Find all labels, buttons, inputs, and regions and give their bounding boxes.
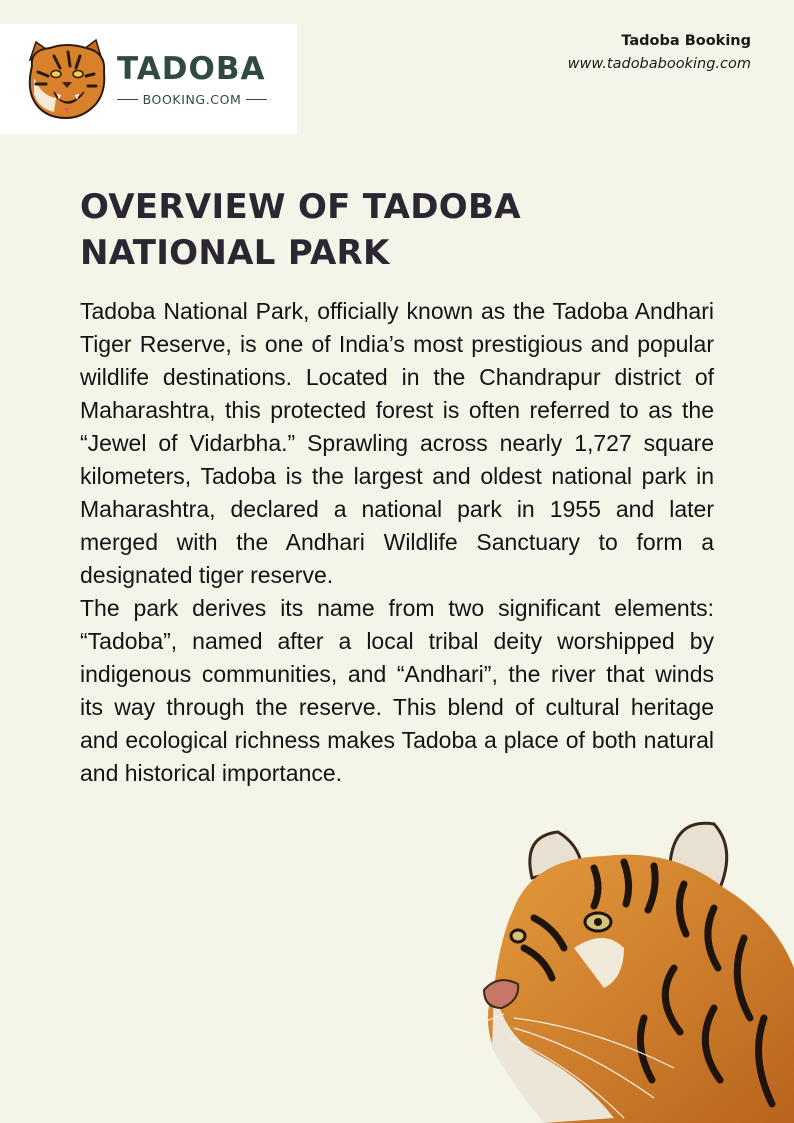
title-line-2: NATIONAL PARK (80, 233, 390, 273)
logo-wordmark: TADOBA (117, 51, 266, 87)
tiger-head-icon (24, 38, 110, 120)
header-contact (568, 33, 751, 72)
title-line-1: OVERVIEW OF TADOBA (80, 187, 521, 227)
company-name: Tadoba Booking (621, 33, 751, 49)
paragraph-2: The park derives its name from two significant elements: “Tadoba”, named after a local tribal deity worshipped by indigenous communities, and “Andhari”, the river that winds its way through the reserve. This blend of cultural heritage and ecological richness makes Tadoba a place of both natural and historical importance. (80, 595, 714, 786)
paragraph-1: Tadoba National Park, officially known as the Tadoba Andhari Tiger Reserve, is one of India’s most prestigious and popular wildlife destinations. Located in the Chandrapur district of Maharashtra, this protected forest is often referred to as the “Jewel of Vidarbha.” Sprawling across nearly 1,727 square kilometers, Tadoba is the largest and oldest national park in Maharashtra, declared a national park in 1955 and later merged with the Andhari Wildlife Sanctuary to form a designated tiger reserve. (80, 298, 714, 588)
logo-subtitle-text: BOOKING.COM (142, 92, 242, 107)
page-title (80, 184, 640, 276)
logo-rule-right (246, 99, 267, 100)
logo-subtitle (117, 92, 267, 107)
logo-rule-left (117, 99, 138, 100)
tiger-photo (474, 818, 794, 1123)
article-body (80, 295, 714, 790)
website-link[interactable]: www.tadobabooking.com (567, 56, 751, 72)
logo[interactable] (0, 24, 297, 134)
